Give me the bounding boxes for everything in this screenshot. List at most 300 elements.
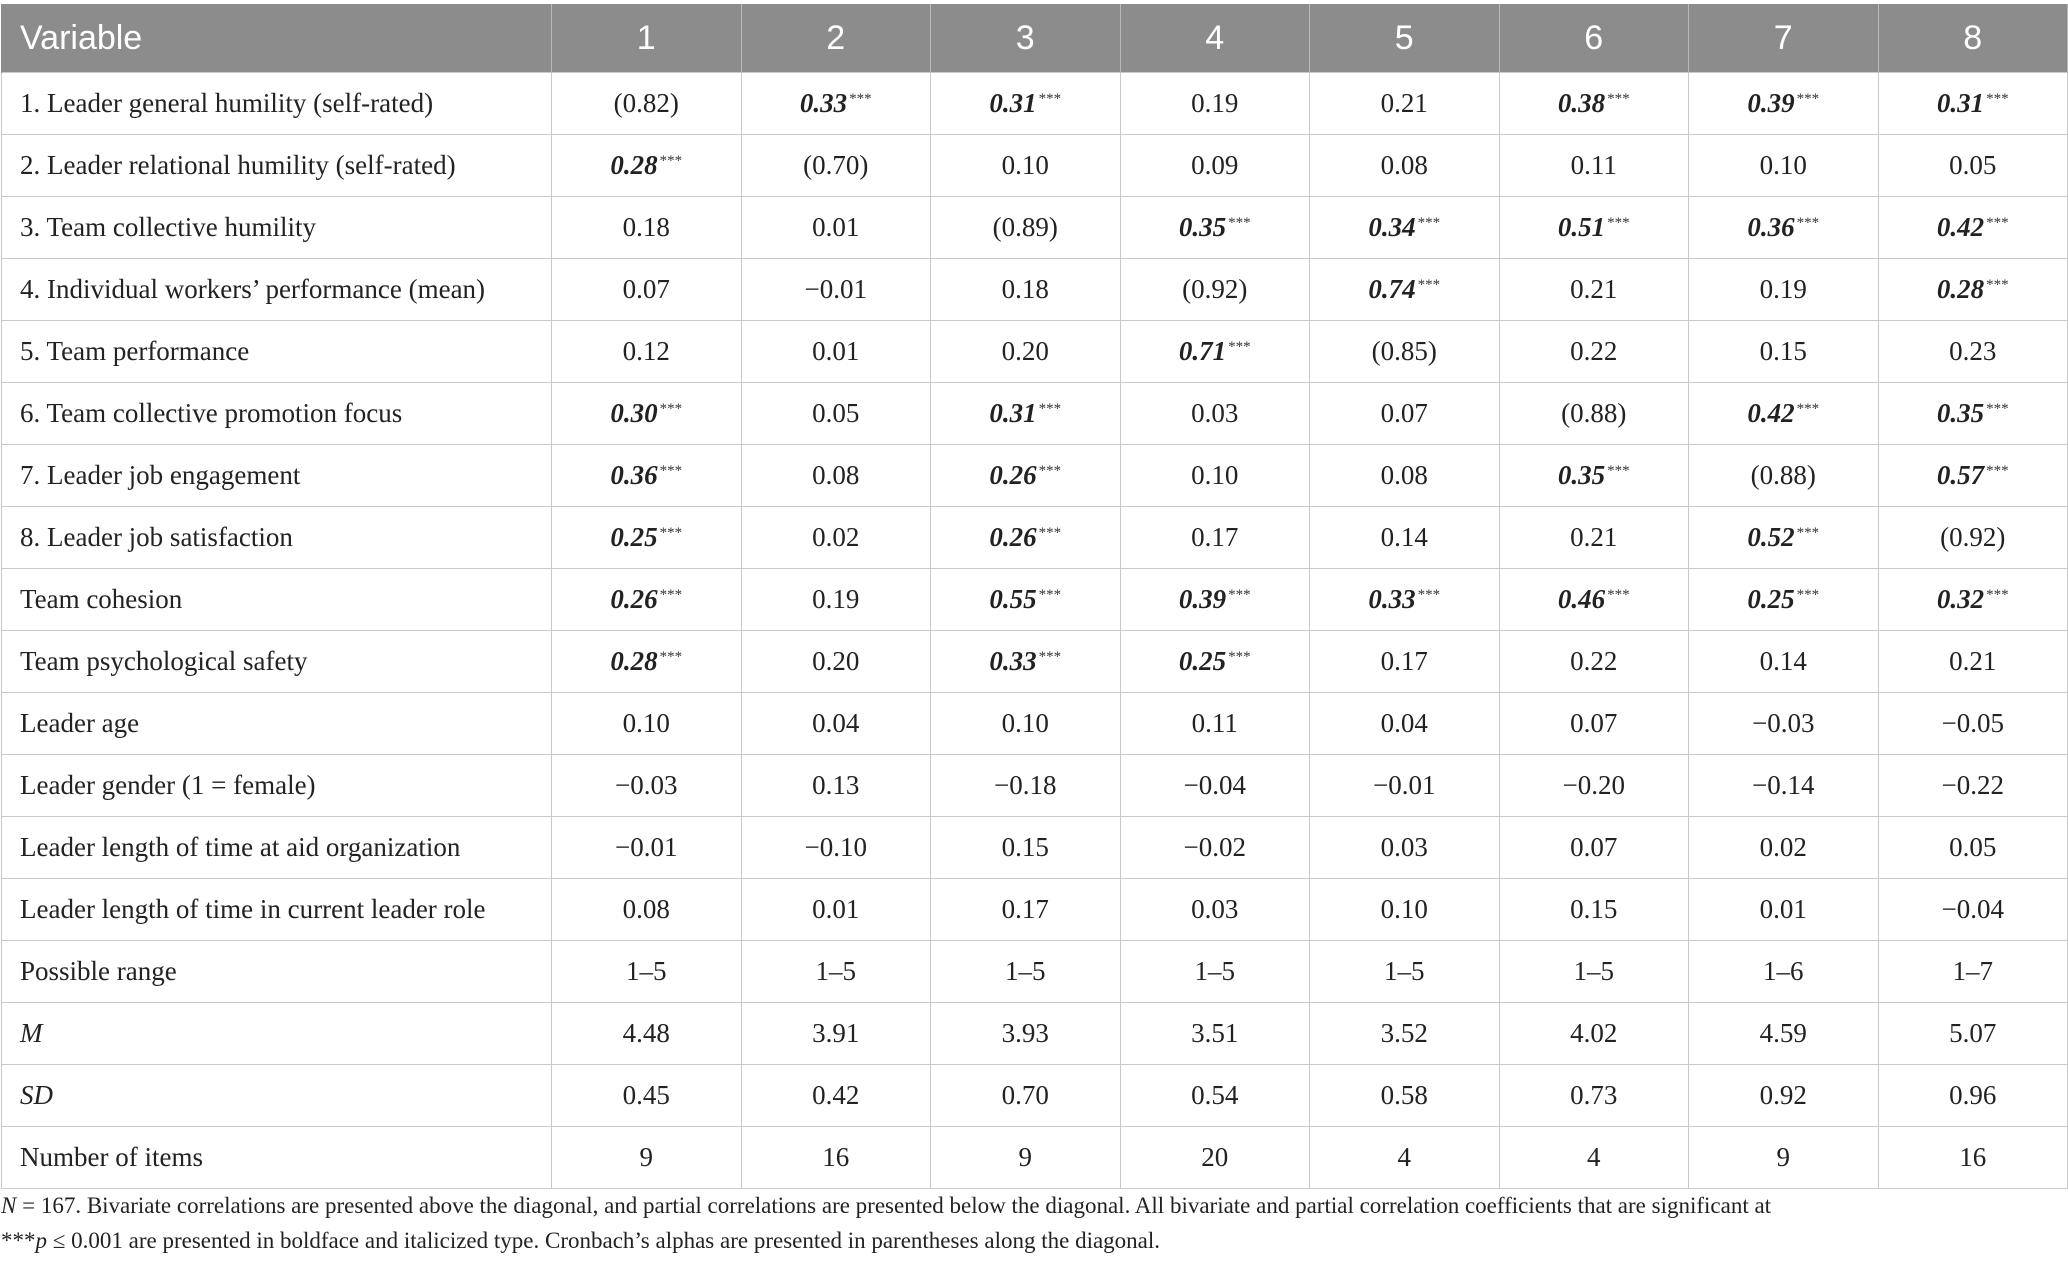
- significant-value: 0.36: [1747, 212, 1795, 242]
- cell-value: 0.19: [812, 584, 860, 614]
- significant-value: 0.31: [1936, 88, 1985, 118]
- row-label: 2. Leader relational humility (self-rated): [2, 135, 552, 197]
- cell-col-3: [931, 569, 1121, 631]
- cell-col-8: [1878, 383, 2068, 445]
- cell-value: 0.05: [1949, 832, 1997, 862]
- cell-value: (0.88): [1561, 398, 1627, 428]
- cell-col-6: [1499, 1003, 1689, 1065]
- cell-value: −0.22: [1941, 770, 2004, 800]
- table-row: [2, 445, 2068, 507]
- cell-value: 0.03: [1191, 398, 1239, 428]
- significance-stars: ***: [849, 91, 872, 107]
- significant-value: 0.71: [1178, 336, 1227, 366]
- cell-col-5: [1310, 507, 1500, 569]
- significant-value: 0.35: [1557, 460, 1606, 490]
- cell-value: 0.02: [812, 522, 860, 552]
- cell-col-6: [1499, 1065, 1689, 1127]
- cell-col-5: [1310, 755, 1500, 817]
- cell-col-7: [1689, 135, 1879, 197]
- significant-value: 0.42: [1747, 398, 1795, 428]
- cell-value: (0.70): [803, 150, 869, 180]
- cell-value: 0.70: [1001, 1080, 1049, 1110]
- table-body: [2, 73, 2068, 1189]
- cell-value: 0.01: [812, 894, 860, 924]
- cell-col-8: [1878, 941, 2068, 1003]
- table-row: [2, 73, 2068, 135]
- cell-col-6: [1499, 755, 1689, 817]
- cell-value: 0.10: [1191, 460, 1239, 490]
- cell-value: −0.01: [615, 832, 678, 862]
- significant-value: 0.51: [1557, 212, 1606, 242]
- cell-col-4: [1120, 631, 1310, 693]
- cell-value: 0.12: [622, 336, 670, 366]
- cell-col-7: [1689, 1065, 1879, 1127]
- cell-value: 0.02: [1759, 832, 1807, 862]
- significant-value: 0.33: [989, 646, 1037, 676]
- correlation-table: [1, 4, 2068, 1189]
- header-col-7: 7: [1689, 4, 1879, 73]
- significant-value: 0.35: [1936, 398, 1985, 428]
- cell-col-4: [1120, 879, 1310, 941]
- cell-value: (0.89): [992, 212, 1058, 242]
- cell-value: 0.04: [1380, 708, 1428, 738]
- cell-col-6: [1499, 1127, 1689, 1189]
- cell-col-7: [1689, 445, 1879, 507]
- significance-stars: ***: [1038, 463, 1062, 479]
- significance-stars: ***: [1607, 463, 1630, 479]
- cell-col-1: [552, 135, 742, 197]
- cell-col-2: [741, 507, 931, 569]
- significance-stars: ***: [1986, 215, 2009, 231]
- cell-value: 0.92: [1759, 1080, 1807, 1110]
- cell-col-5: [1310, 445, 1500, 507]
- cell-col-3: [931, 879, 1121, 941]
- header-variable: Variable: [2, 4, 552, 73]
- row-label: 4. Individual workers’ performance (mean): [2, 259, 552, 321]
- cell-value: 0.07: [1380, 398, 1428, 428]
- cell-value: −0.04: [1183, 770, 1246, 800]
- cell-value: 0.07: [1570, 832, 1618, 862]
- cell-value: −0.02: [1183, 832, 1246, 862]
- cell-value: 0.17: [1001, 894, 1049, 924]
- cell-col-7: [1689, 941, 1879, 1003]
- significance-stars: ***: [1038, 525, 1062, 541]
- cell-col-6: [1499, 383, 1689, 445]
- cell-col-2: [741, 73, 931, 135]
- table-row: [2, 197, 2068, 259]
- significance-stars: ***: [1607, 587, 1630, 603]
- cell-value: (0.88): [1750, 460, 1816, 490]
- significance-stars: ***: [1986, 463, 2009, 479]
- table-row: [2, 321, 2068, 383]
- cell-col-2: [741, 259, 931, 321]
- cell-col-4: [1120, 1003, 1310, 1065]
- cell-value: 0.04: [812, 708, 860, 738]
- significance-stars: ***: [1228, 339, 1251, 355]
- table-row: [2, 631, 2068, 693]
- cell-col-1: [552, 1127, 742, 1189]
- cell-value: 0.20: [1001, 336, 1049, 366]
- cell-value: 0.03: [1191, 894, 1239, 924]
- cell-value: −0.05: [1941, 708, 2004, 738]
- cell-value: 0.19: [1759, 274, 1807, 304]
- cell-value: 0.21: [1570, 274, 1618, 304]
- cell-col-4: [1120, 755, 1310, 817]
- cell-value: −0.20: [1562, 770, 1625, 800]
- table-row: [2, 1127, 2068, 1189]
- significant-value: 0.34: [1368, 212, 1416, 242]
- header-col-1: 1: [552, 4, 742, 73]
- cell-col-1: [552, 879, 742, 941]
- cell-value: −0.18: [994, 770, 1057, 800]
- cell-col-6: [1499, 693, 1689, 755]
- cell-col-4: [1120, 507, 1310, 569]
- cell-value: 0.14: [1759, 646, 1807, 676]
- cell-col-1: [552, 569, 742, 631]
- cell-col-5: [1310, 569, 1500, 631]
- cell-value: 16: [822, 1142, 850, 1172]
- cell-col-8: [1878, 321, 2068, 383]
- cell-col-4: [1120, 259, 1310, 321]
- significance-stars: ***: [1228, 587, 1251, 603]
- row-label: 3. Team collective humility: [2, 197, 552, 259]
- cell-value: 0.05: [1949, 150, 1997, 180]
- significance-stars: ***: [1986, 587, 2009, 603]
- cell-value: 0.18: [1001, 274, 1049, 304]
- cell-col-5: [1310, 1003, 1500, 1065]
- header-col-5: 5: [1310, 4, 1500, 73]
- cell-col-3: [931, 941, 1121, 1003]
- table-row: [2, 1065, 2068, 1127]
- cell-value: 0.45: [622, 1080, 670, 1110]
- significant-value: 0.30: [610, 398, 658, 428]
- cell-col-2: [741, 755, 931, 817]
- header-col-3: 3: [931, 4, 1121, 73]
- cell-col-3: [931, 507, 1121, 569]
- cell-value: 0.11: [1191, 708, 1238, 738]
- note-stars: ***: [1, 1228, 36, 1253]
- cell-col-5: [1310, 259, 1500, 321]
- cell-col-6: [1499, 879, 1689, 941]
- significance-stars: ***: [1417, 215, 1441, 231]
- cell-col-4: [1120, 693, 1310, 755]
- cell-col-1: [552, 1065, 742, 1127]
- cell-col-5: [1310, 197, 1500, 259]
- cell-col-1: [552, 941, 742, 1003]
- cell-col-8: [1878, 73, 2068, 135]
- cell-value: 0.08: [1380, 460, 1428, 490]
- cell-col-3: [931, 817, 1121, 879]
- cell-col-1: [552, 1003, 742, 1065]
- cell-col-7: [1689, 755, 1879, 817]
- note-line2: ≤ 0.001 are presented in boldface and italicized type. Cronbach’s alphas are presented in parentheses along the diagonal.: [47, 1228, 1161, 1253]
- cell-col-1: [552, 259, 742, 321]
- cell-value: 0.21: [1949, 646, 1997, 676]
- row-label: SD: [2, 1065, 552, 1127]
- cell-col-2: [741, 879, 931, 941]
- significance-stars: ***: [1986, 401, 2009, 417]
- cell-value: 9: [639, 1142, 653, 1172]
- cell-value: 0.73: [1570, 1080, 1618, 1110]
- cell-value: 1–5: [1005, 956, 1046, 986]
- cell-col-1: [552, 817, 742, 879]
- table-row: [2, 135, 2068, 197]
- cell-value: 0.09: [1191, 150, 1239, 180]
- cell-col-8: [1878, 1127, 2068, 1189]
- table-row: [2, 259, 2068, 321]
- cell-col-2: [741, 941, 931, 1003]
- cell-value: 0.17: [1191, 522, 1239, 552]
- table-row: [2, 1003, 2068, 1065]
- cell-col-4: [1120, 569, 1310, 631]
- cell-col-5: [1310, 941, 1500, 1003]
- cell-col-8: [1878, 879, 2068, 941]
- significant-value: 0.33: [1368, 584, 1416, 614]
- significant-value: 0.57: [1936, 460, 1985, 490]
- significance-stars: ***: [1038, 401, 1062, 417]
- cell-value: 16: [1959, 1142, 1987, 1172]
- row-label: 7. Leader job engagement: [2, 445, 552, 507]
- row-label: Leader age: [2, 693, 552, 755]
- cell-value: 0.10: [1380, 894, 1428, 924]
- correlation-table-container: [0, 4, 2068, 1189]
- cell-value: (0.82): [613, 88, 679, 118]
- significance-stars: ***: [659, 525, 683, 541]
- significance-stars: ***: [1796, 525, 1820, 541]
- cell-value: (0.85): [1371, 336, 1437, 366]
- cell-value: 0.21: [1380, 88, 1428, 118]
- cell-value: 0.15: [1001, 832, 1049, 862]
- cell-value: 0.08: [1380, 150, 1428, 180]
- cell-col-2: [741, 197, 931, 259]
- table-row: [2, 755, 2068, 817]
- row-label: Leader gender (1 = female): [2, 755, 552, 817]
- cell-col-1: [552, 73, 742, 135]
- cell-col-2: [741, 631, 931, 693]
- cell-col-2: [741, 1065, 931, 1127]
- cell-value: 5.07: [1949, 1018, 1997, 1048]
- cell-col-2: [741, 1127, 931, 1189]
- significance-stars: ***: [1607, 215, 1630, 231]
- cell-value: 0.10: [1001, 150, 1049, 180]
- cell-col-1: [552, 755, 742, 817]
- cell-col-8: [1878, 445, 2068, 507]
- cell-col-5: [1310, 73, 1500, 135]
- cell-value: 0.22: [1570, 646, 1618, 676]
- cell-col-6: [1499, 631, 1689, 693]
- significant-value: 0.52: [1747, 522, 1795, 552]
- cell-value: 20: [1201, 1142, 1229, 1172]
- cell-col-2: [741, 569, 931, 631]
- cell-col-7: [1689, 817, 1879, 879]
- cell-col-4: [1120, 135, 1310, 197]
- cell-col-4: [1120, 817, 1310, 879]
- cell-value: −0.14: [1752, 770, 1815, 800]
- table-row: [2, 507, 2068, 569]
- cell-col-5: [1310, 1065, 1500, 1127]
- cell-col-6: [1499, 321, 1689, 383]
- cell-col-2: [741, 693, 931, 755]
- cell-value: −0.10: [804, 832, 867, 862]
- cell-col-7: [1689, 631, 1879, 693]
- cell-value: −0.01: [804, 274, 867, 304]
- cell-value: 0.42: [812, 1080, 860, 1110]
- cell-col-6: [1499, 507, 1689, 569]
- cell-value: 4: [1587, 1142, 1601, 1172]
- cell-value: 0.01: [812, 336, 860, 366]
- cell-value: 0.07: [622, 274, 670, 304]
- cell-value: 0.23: [1949, 336, 1997, 366]
- cell-value: 0.22: [1570, 336, 1618, 366]
- cell-col-8: [1878, 817, 2068, 879]
- cell-col-7: [1689, 197, 1879, 259]
- cell-col-3: [931, 1065, 1121, 1127]
- cell-col-3: [931, 1003, 1121, 1065]
- cell-col-8: [1878, 507, 2068, 569]
- cell-col-4: [1120, 445, 1310, 507]
- table-footnote: [1, 1188, 2061, 1258]
- cell-col-4: [1120, 1065, 1310, 1127]
- cell-value: (0.92): [1182, 274, 1248, 304]
- cell-col-1: [552, 507, 742, 569]
- cell-value: 0.20: [812, 646, 860, 676]
- cell-col-5: [1310, 879, 1500, 941]
- cell-value: 0.10: [1759, 150, 1807, 180]
- significant-value: 0.36: [610, 460, 658, 490]
- significant-value: 0.32: [1936, 584, 1985, 614]
- cell-value: 0.10: [1001, 708, 1049, 738]
- note-n-label: N: [1, 1193, 17, 1218]
- note-p-label: p: [35, 1228, 47, 1253]
- cell-col-7: [1689, 259, 1879, 321]
- table-row: [2, 569, 2068, 631]
- significant-value: 0.39: [1747, 88, 1795, 118]
- cell-col-3: [931, 445, 1121, 507]
- cell-col-7: [1689, 507, 1879, 569]
- table-row: [2, 879, 2068, 941]
- cell-value: 0.11: [1570, 150, 1617, 180]
- header-col-8: 8: [1878, 4, 2068, 73]
- cell-value: 0.14: [1380, 522, 1428, 552]
- significant-value: 0.26: [610, 584, 658, 614]
- cell-value: 0.10: [622, 708, 670, 738]
- cell-col-2: [741, 445, 931, 507]
- significant-value: 0.46: [1557, 584, 1606, 614]
- significant-value: 0.25: [610, 522, 658, 552]
- significance-stars: ***: [1417, 587, 1441, 603]
- cell-col-8: [1878, 1065, 2068, 1127]
- cell-value: (0.92): [1940, 522, 2006, 552]
- cell-col-6: [1499, 73, 1689, 135]
- cell-col-1: [552, 383, 742, 445]
- significant-value: 0.31: [989, 88, 1037, 118]
- cell-value: 4.48: [622, 1018, 670, 1048]
- cell-value: 3.91: [812, 1018, 860, 1048]
- cell-col-8: [1878, 631, 2068, 693]
- significant-value: 0.74: [1368, 274, 1416, 304]
- cell-value: 1–5: [1194, 956, 1235, 986]
- cell-col-5: [1310, 817, 1500, 879]
- table-row: [2, 383, 2068, 445]
- cell-value: 0.07: [1570, 708, 1618, 738]
- cell-value: 0.21: [1570, 522, 1618, 552]
- cell-col-5: [1310, 383, 1500, 445]
- row-label: 6. Team collective promotion focus: [2, 383, 552, 445]
- significance-stars: ***: [1796, 215, 1820, 231]
- cell-col-7: [1689, 1127, 1879, 1189]
- cell-col-4: [1120, 1127, 1310, 1189]
- significance-stars: ***: [1796, 401, 1820, 417]
- significant-value: 0.26: [989, 460, 1037, 490]
- cell-col-2: [741, 1003, 931, 1065]
- cell-col-8: [1878, 197, 2068, 259]
- cell-col-7: [1689, 879, 1879, 941]
- cell-col-7: [1689, 383, 1879, 445]
- cell-col-2: [741, 321, 931, 383]
- cell-col-8: [1878, 569, 2068, 631]
- row-label: Leader length of time at aid organization: [2, 817, 552, 879]
- cell-col-3: [931, 755, 1121, 817]
- cell-value: 0.15: [1570, 894, 1618, 924]
- significant-value: 0.28: [1936, 274, 1985, 304]
- cell-col-3: [931, 321, 1121, 383]
- note-line1: = 167. Bivariate correlations are presented above the diagonal, and partial correlations are presented below the diagonal. All bivariate and partial correlation coefficients that are significant at: [16, 1193, 1772, 1218]
- significant-value: 0.25: [1747, 584, 1795, 614]
- cell-value: 1–5: [815, 956, 856, 986]
- cell-col-2: [741, 383, 931, 445]
- cell-value: 4.59: [1759, 1018, 1807, 1048]
- significant-value: 0.28: [610, 646, 658, 676]
- cell-col-8: [1878, 259, 2068, 321]
- cell-col-4: [1120, 941, 1310, 1003]
- cell-value: 0.01: [1759, 894, 1807, 924]
- significant-value: 0.26: [989, 522, 1037, 552]
- cell-value: 3.51: [1191, 1018, 1239, 1048]
- cell-value: 9: [1018, 1142, 1032, 1172]
- cell-col-3: [931, 1127, 1121, 1189]
- significant-value: 0.28: [610, 150, 658, 180]
- cell-col-6: [1499, 569, 1689, 631]
- cell-col-5: [1310, 631, 1500, 693]
- cell-value: 0.58: [1380, 1080, 1428, 1110]
- cell-col-6: [1499, 259, 1689, 321]
- cell-value: 0.03: [1380, 832, 1428, 862]
- significant-value: 0.39: [1178, 584, 1227, 614]
- significance-stars: ***: [1038, 91, 1062, 107]
- cell-col-1: [552, 693, 742, 755]
- cell-col-3: [931, 693, 1121, 755]
- cell-col-1: [552, 197, 742, 259]
- cell-value: 0.08: [622, 894, 670, 924]
- cell-col-7: [1689, 1003, 1879, 1065]
- header-col-4: 4: [1120, 4, 1310, 73]
- cell-value: 0.01: [812, 212, 860, 242]
- cell-value: −0.03: [1752, 708, 1815, 738]
- cell-value: −0.04: [1941, 894, 2004, 924]
- cell-col-1: [552, 631, 742, 693]
- significance-stars: ***: [1796, 91, 1820, 107]
- cell-col-1: [552, 321, 742, 383]
- cell-col-3: [931, 631, 1121, 693]
- cell-col-6: [1499, 817, 1689, 879]
- significance-stars: ***: [659, 587, 683, 603]
- row-label: M: [2, 1003, 552, 1065]
- cell-value: 1–5: [1384, 956, 1425, 986]
- cell-value: 0.18: [622, 212, 670, 242]
- significant-value: 0.42: [1936, 212, 1985, 242]
- cell-col-4: [1120, 73, 1310, 135]
- cell-value: −0.01: [1373, 770, 1436, 800]
